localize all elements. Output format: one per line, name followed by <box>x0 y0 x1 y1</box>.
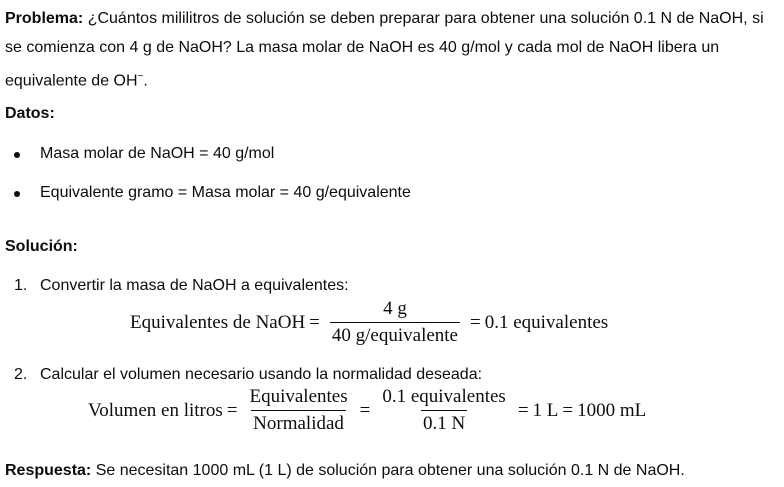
equation-2 <box>88 386 646 435</box>
datos-item-molar-mass: Masa molar de NaOH = 40 g/mol <box>40 145 275 162</box>
problem-statement <box>5 4 781 95</box>
problem-end: . <box>143 72 148 90</box>
eq1-result: 0.1 equivalentes <box>484 311 609 333</box>
eq1-fraction <box>330 298 460 347</box>
eq2-denominator-1: Normalidad <box>251 410 346 435</box>
problem-label: Problema: <box>5 10 84 27</box>
eq1-denominator: 40 g/equivalente <box>330 322 460 347</box>
eq2-numerator-1: Equivalentes <box>249 386 348 407</box>
eq1-numerator: 4 g <box>383 298 407 319</box>
problem-text: ¿Cuántos mililitros de solución se deben preparar para obtener una solución 0.1 N de NaOH, si se comienza con 4 g de NaOH? La masa molar de NaOH es 40 g/mol y cada mol de NaOH libera un equivalente de OH <box>5 10 764 90</box>
equals-sign: = <box>517 399 529 421</box>
answer-text: Se necesitan 1000 mL (1 L) de solución para obtener una solución 0.1 N de NaOH. <box>91 462 685 479</box>
equals-sign: = <box>309 311 320 333</box>
solucion-heading: Solución: <box>5 238 78 255</box>
eq2-result-liters: 1 L <box>532 399 559 421</box>
answer-statement <box>5 456 781 485</box>
eq2-numerator-2: 0.1 equivalentes <box>382 386 506 407</box>
equals-sign: = <box>226 399 238 421</box>
bullet-marker <box>14 152 20 158</box>
bullet-marker <box>14 191 20 197</box>
charge-superscript: − <box>137 71 144 82</box>
step-1-text: Convertir la masa de NaOH a equivalentes: <box>40 277 349 294</box>
eq2-fraction-1 <box>247 386 349 435</box>
equation-1 <box>130 298 608 347</box>
step-1-number: 1. <box>14 277 28 294</box>
eq1-lhs: Equivalentes de NaOH <box>130 311 306 333</box>
eq2-result-milliliters: 1000 mL <box>577 399 647 421</box>
equals-sign: = <box>470 311 481 333</box>
step-2-text: Calcular el volumen necesario usando la normalidad deseada: <box>40 366 483 383</box>
eq2-fraction-2 <box>380 386 507 435</box>
answer-label: Respuesta: <box>5 462 92 479</box>
datos-item-equivalent: Equivalente gramo = Masa molar = 40 g/equivalente <box>40 184 411 201</box>
eq2-lhs: Volumen en litros <box>88 399 223 421</box>
equals-sign: = <box>562 399 574 421</box>
step-2-number: 2. <box>14 366 28 383</box>
datos-heading: Datos: <box>5 105 55 122</box>
eq2-denominator-2: 0.1 N <box>421 410 467 435</box>
equals-sign: = <box>359 399 371 421</box>
